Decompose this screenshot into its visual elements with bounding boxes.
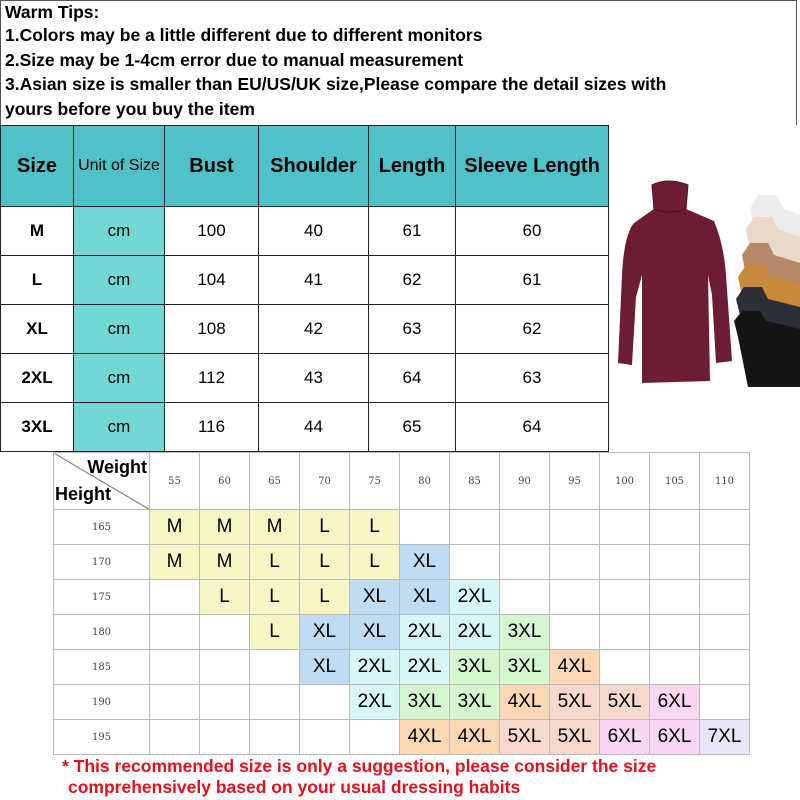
- size-recommendation-cell: [650, 580, 700, 615]
- matrix-row: [54, 685, 750, 720]
- size-recommendation-cell: M: [200, 545, 250, 580]
- matrix-row: [54, 650, 750, 685]
- size-recommendation-cell: M: [150, 510, 200, 545]
- shoulder-cell: 44: [259, 403, 369, 452]
- size-recommendation-cell: [700, 580, 750, 615]
- size-recommendation-cell: [500, 580, 550, 615]
- size-recommendation-cell: [450, 545, 500, 580]
- warm-tip-line: 2.Size may be 1-4cm error due to manual measurement: [5, 49, 464, 70]
- size-chart-header-row: [1, 126, 609, 207]
- size-recommendation-cell: [600, 615, 650, 650]
- size-recommendation-cell: XL: [400, 545, 450, 580]
- size-recommendation-cell: [200, 685, 250, 720]
- size-recommendation-cell: 3XL: [500, 615, 550, 650]
- bust-cell: 100: [165, 207, 259, 256]
- size-cell: XL: [1, 305, 74, 354]
- size-recommendation-cell: [550, 580, 600, 615]
- size-recommendation-cell: [550, 510, 600, 545]
- size-recommendation-cell: [150, 685, 200, 720]
- length-cell: 61: [369, 207, 456, 256]
- shoulder-cell: 42: [259, 305, 369, 354]
- note-line: comprehensively based on your usual dressing habits: [68, 777, 521, 797]
- size-recommendation-cell: L: [250, 580, 300, 615]
- weight-value: 80: [400, 453, 450, 510]
- size-recommendation-cell: [250, 685, 300, 720]
- header-size: Size: [1, 126, 74, 207]
- matrix-row: [54, 510, 750, 545]
- size-recommendation-cell: [400, 510, 450, 545]
- size-recommendation-cell: M: [200, 510, 250, 545]
- unit-cell: cm: [74, 354, 165, 403]
- length-cell: 65: [369, 403, 456, 452]
- size-chart-row: [1, 354, 609, 403]
- weight-value: 85: [450, 453, 500, 510]
- bust-cell: 104: [165, 256, 259, 305]
- bust-cell: 112: [165, 354, 259, 403]
- size-recommendation-cell: L: [200, 580, 250, 615]
- matrix-row: [54, 615, 750, 650]
- unit-cell: cm: [74, 207, 165, 256]
- weight-value: 100: [600, 453, 650, 510]
- size-recommendation-cell: [550, 615, 600, 650]
- length-cell: 64: [369, 354, 456, 403]
- size-recommendation-cell: 2XL: [450, 615, 500, 650]
- header-length: Length: [369, 126, 456, 207]
- weight-value: 65: [250, 453, 300, 510]
- warm-tip-line: 1.Colors may be a little different due to different monitors: [5, 25, 483, 45]
- size-recommendation-cell: [150, 580, 200, 615]
- height-value: 170: [54, 545, 150, 580]
- bust-cell: 116: [165, 403, 259, 452]
- size-recommendation-cell: [700, 615, 750, 650]
- size-recommendation-cell: XL: [300, 615, 350, 650]
- unit-cell: cm: [74, 305, 165, 354]
- size-recommendation-cell: 6XL: [650, 685, 700, 720]
- size-recommendation-cell: [450, 510, 500, 545]
- sweater-front-collar: [652, 181, 688, 212]
- note-line: * This recommended size is only a suggestion, please consider the size: [62, 756, 657, 776]
- weight-value: 105: [650, 453, 700, 510]
- height-value: 190: [54, 685, 150, 720]
- size-recommendation-cell: [600, 650, 650, 685]
- size-recommendation-cell: [150, 720, 200, 755]
- matrix-corner: [54, 453, 150, 510]
- size-chart-row: [1, 256, 609, 305]
- size-recommendation-cell: [250, 720, 300, 755]
- size-recommendation-cell: [300, 685, 350, 720]
- size-recommendation-cell: [200, 650, 250, 685]
- size-recommendation-cell: L: [300, 580, 350, 615]
- sleeve-length-cell: 63: [456, 354, 609, 403]
- size-recommendation-cell: M: [150, 545, 200, 580]
- size-recommendation-cell: XL: [350, 615, 400, 650]
- size-recommendation-cell: [150, 650, 200, 685]
- weight-value: 110: [700, 453, 750, 510]
- header-sleeve-length: Sleeve Length: [456, 126, 609, 207]
- size-recommendation-cell: 7XL: [700, 720, 750, 755]
- size-recommendation-cell: XL: [400, 580, 450, 615]
- size-recommendation-cell: [700, 545, 750, 580]
- size-recommendation-cell: 5XL: [500, 720, 550, 755]
- size-recommendation-cell: [700, 510, 750, 545]
- size-recommendation-cell: 3XL: [500, 650, 550, 685]
- sweater-stack: [734, 195, 800, 387]
- header-bust: Bust: [165, 126, 259, 207]
- size-suggestion-note: [62, 756, 656, 798]
- size-recommendation-cell: L: [350, 545, 400, 580]
- sleeve-length-cell: 60: [456, 207, 609, 256]
- size-recommendation-cell: [150, 615, 200, 650]
- matrix-row: [54, 580, 750, 615]
- matrix-weight-row: [54, 453, 750, 510]
- sweater-front: [618, 181, 732, 383]
- size-recommendation-cell: [650, 510, 700, 545]
- size-recommendation-cell: 2XL: [450, 580, 500, 615]
- sleeve-length-cell: 61: [456, 256, 609, 305]
- size-recommendation-cell: 6XL: [650, 720, 700, 755]
- weight-value: 95: [550, 453, 600, 510]
- size-recommendation-cell: [200, 720, 250, 755]
- height-value: 195: [54, 720, 150, 755]
- sleeve-length-cell: 62: [456, 305, 609, 354]
- size-recommendation-cell: [250, 650, 300, 685]
- height-value: 180: [54, 615, 150, 650]
- matrix-row: [54, 545, 750, 580]
- height-value: 175: [54, 580, 150, 615]
- size-recommendation-cell: M: [250, 510, 300, 545]
- size-recommendation-cell: 2XL: [350, 650, 400, 685]
- length-cell: 62: [369, 256, 456, 305]
- size-recommendation-cell: L: [350, 510, 400, 545]
- sleeve-length-cell: 64: [456, 403, 609, 452]
- weight-value: 60: [200, 453, 250, 510]
- size-recommendation-cell: [200, 615, 250, 650]
- size-recommendation-cell: [700, 685, 750, 720]
- size-recommendation-cell: L: [300, 545, 350, 580]
- size-cell: L: [1, 256, 74, 305]
- weight-value: 75: [350, 453, 400, 510]
- length-cell: 63: [369, 305, 456, 354]
- size-recommendation-cell: 5XL: [600, 685, 650, 720]
- size-chart-row: [1, 207, 609, 256]
- size-recommendation-cell: 4XL: [550, 650, 600, 685]
- size-recommendation-cell: 2XL: [400, 615, 450, 650]
- size-recommendation-cell: [600, 510, 650, 545]
- size-recommendation-cell: [550, 545, 600, 580]
- size-recommendation-cell: 3XL: [450, 685, 500, 720]
- header-shoulder: Shoulder: [259, 126, 369, 207]
- unit-cell: cm: [74, 403, 165, 452]
- size-recommendation-cell: [350, 720, 400, 755]
- size-recommendation-cell: 3XL: [400, 685, 450, 720]
- warm-tips-title: Warm Tips:: [5, 2, 100, 22]
- unit-cell: cm: [74, 256, 165, 305]
- size-recommendation-cell: [500, 510, 550, 545]
- size-recommendation-cell: [700, 650, 750, 685]
- turtleneck-sweater-icon: [608, 125, 800, 445]
- height-value: 165: [54, 510, 150, 545]
- shoulder-cell: 41: [259, 256, 369, 305]
- warm-tips-box: [0, 0, 797, 125]
- size-chart-row: [1, 305, 609, 354]
- size-recommendation-cell: 3XL: [450, 650, 500, 685]
- size-recommendation-cell: 5XL: [550, 685, 600, 720]
- product-photo: [608, 125, 800, 445]
- size-recommendation-cell: L: [250, 615, 300, 650]
- size-recommendation-cell: 2XL: [400, 650, 450, 685]
- matrix-row: [54, 720, 750, 755]
- size-recommendation-cell: [300, 720, 350, 755]
- size-chart-row: [1, 403, 609, 452]
- size-recommendation-cell: [500, 545, 550, 580]
- size-recommendation-cell: L: [300, 510, 350, 545]
- size-recommendation-cell: 6XL: [600, 720, 650, 755]
- height-value: 185: [54, 650, 150, 685]
- size-recommendation-cell: L: [250, 545, 300, 580]
- size-recommendation-cell: [650, 545, 700, 580]
- height-axis-label: Height: [55, 484, 111, 504]
- size-chart-table: [0, 125, 609, 452]
- warm-tip-line: yours before you buy the item: [5, 98, 255, 119]
- size-cell: 2XL: [1, 354, 74, 403]
- header-unit-of-size: Unit of Size: [74, 126, 165, 207]
- size-recommendation-cell: 2XL: [350, 685, 400, 720]
- weight-value: 55: [150, 453, 200, 510]
- weight-value: 90: [500, 453, 550, 510]
- size-recommendation-cell: [600, 580, 650, 615]
- size-recommendation-cell: [650, 615, 700, 650]
- shoulder-cell: 40: [259, 207, 369, 256]
- size-cell: M: [1, 207, 74, 256]
- bust-cell: 108: [165, 305, 259, 354]
- warm-tip-line: 3.Asian size is smaller than EU/US/UK size,Please compare the detail sizes with: [5, 74, 667, 94]
- size-recommendation-cell: 4XL: [500, 685, 550, 720]
- size-recommendation-cell: 5XL: [550, 720, 600, 755]
- size-recommendation-cell: XL: [350, 580, 400, 615]
- size-recommendation-cell: 4XL: [400, 720, 450, 755]
- size-recommendation-cell: [650, 650, 700, 685]
- size-cell: 3XL: [1, 403, 74, 452]
- weight-axis-label: Weight: [87, 457, 147, 477]
- shoulder-cell: 43: [259, 354, 369, 403]
- size-recommendation-cell: [600, 545, 650, 580]
- size-recommendation-cell: XL: [300, 650, 350, 685]
- weight-value: 70: [300, 453, 350, 510]
- size-recommendation-cell: 4XL: [450, 720, 500, 755]
- size-recommendation-matrix: [53, 452, 750, 755]
